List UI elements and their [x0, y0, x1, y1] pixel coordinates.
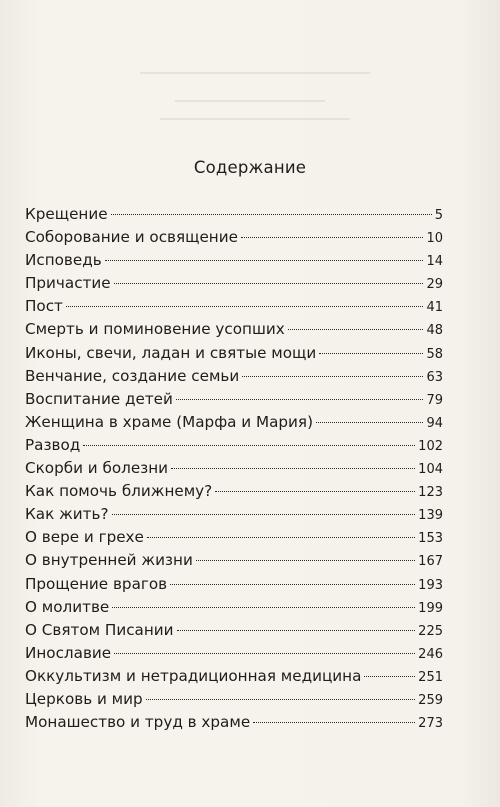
dot-leader [316, 422, 423, 423]
toc-entry-title: Монашество и труд в храме [25, 713, 251, 732]
toc-entry [25, 528, 443, 551]
toc-entry-page-number: 104 [418, 462, 443, 478]
dot-leader [112, 607, 415, 608]
toc-entry [25, 274, 443, 297]
toc-entry-title: Церковь и мир [25, 689, 143, 708]
toc-entry-title: Смерть и поминовение усопших [25, 320, 285, 339]
toc-entry [25, 390, 443, 413]
toc-entry-page-number: 10 [426, 231, 443, 247]
toc-entry-title: Иконы, свечи, ладан и святые мощи [25, 343, 317, 362]
dot-leader [147, 537, 415, 538]
toc-entry-page-number: 153 [418, 531, 443, 547]
toc-entry [25, 251, 443, 274]
toc-entry-title: Венчание, создание семьи [25, 366, 240, 385]
show-through-line [175, 100, 325, 102]
toc-entry [25, 482, 443, 505]
toc-entry-title: Женщина в храме (Марфа и Мария) [25, 412, 313, 431]
toc-entry-page-number: 48 [426, 323, 443, 339]
toc-entry-title: Оккультизм и нетрадиционная медицина [25, 666, 362, 685]
toc-entry [25, 459, 443, 482]
toc-entry-page-number: 123 [418, 485, 443, 501]
dot-leader [171, 468, 415, 469]
toc-entry-title: Исповедь [25, 251, 102, 270]
dot-leader [241, 237, 424, 238]
toc-entry-page-number: 199 [418, 600, 443, 616]
toc-entry-title: Скорби и болезни [25, 459, 169, 478]
toc-entry [25, 621, 443, 644]
toc-entry [25, 344, 443, 367]
dot-leader [66, 306, 424, 307]
page-title: Содержание [193, 158, 307, 177]
toc-entry-title: Воспитание детей [25, 389, 173, 408]
toc-entry-page-number: 193 [418, 577, 443, 593]
toc-entry [25, 320, 443, 343]
dot-leader [177, 630, 416, 631]
toc-entry-page-number: 94 [426, 415, 443, 431]
toc-entry [25, 575, 443, 598]
toc-entry [25, 205, 443, 228]
toc-entry-title: О внутренней жизни [25, 551, 193, 570]
toc-entry [25, 367, 443, 390]
dot-leader [83, 445, 415, 446]
toc-entry [25, 644, 443, 667]
toc-entry-page-number: 41 [426, 300, 443, 316]
toc-entry-page-number: 259 [418, 692, 443, 708]
toc-entry [25, 690, 443, 713]
dot-leader [215, 491, 415, 492]
toc-entry-page-number: 79 [426, 392, 443, 408]
toc-entry [25, 436, 443, 459]
dot-leader [196, 560, 415, 561]
toc-entry-page-number: 139 [418, 508, 443, 524]
dot-leader [242, 376, 423, 377]
toc-entry-title: Соборование и освящение [25, 228, 238, 247]
toc-entry [25, 598, 443, 621]
toc-entry-title: О молитве [25, 597, 110, 616]
dot-leader [105, 260, 424, 261]
toc-entry-title: Развод [25, 435, 81, 454]
dot-leader [114, 283, 424, 284]
dot-leader [146, 699, 416, 700]
toc-entry-page-number: 225 [418, 623, 443, 639]
toc-entry-title: Как помочь ближнему? [25, 482, 213, 501]
show-through-line [160, 118, 350, 120]
toc-entry-title: Прощение врагов [25, 574, 168, 593]
show-through-line [140, 72, 370, 74]
toc-entry-page-number: 63 [426, 369, 443, 385]
dot-leader [112, 514, 416, 515]
toc-entry-title: О вере и грехе [25, 528, 144, 547]
toc-entry-page-number: 167 [418, 554, 443, 570]
toc-entry-page-number: 29 [426, 277, 443, 293]
toc-entry-page-number: 14 [426, 254, 443, 270]
toc-entry-title: Инославие [25, 643, 112, 662]
toc-entry-title: Крещение [25, 205, 108, 223]
table-of-contents [25, 205, 443, 736]
toc-entry [25, 713, 443, 736]
toc-entry [25, 228, 443, 251]
toc-entry-title: О Святом Писании [25, 620, 174, 639]
toc-entry-page-number: 5 [434, 208, 443, 223]
toc-entry [25, 667, 443, 690]
dot-leader [111, 214, 432, 215]
toc-entry-page-number: 58 [426, 346, 443, 362]
dot-leader [253, 722, 415, 723]
toc-entry-title: Как жить? [25, 505, 109, 524]
toc-entry [25, 505, 443, 528]
toc-entry-page-number: 246 [418, 646, 443, 662]
toc-entry [25, 551, 443, 574]
toc-entry-page-number: 273 [418, 716, 443, 732]
toc-entry [25, 297, 443, 320]
toc-entry-page-number: 102 [418, 438, 443, 454]
dot-leader [288, 329, 424, 330]
dot-leader [176, 399, 424, 400]
toc-entry-title: Пост [25, 297, 63, 316]
toc-entry-title: Причастие [25, 274, 111, 293]
toc-entry [25, 413, 443, 436]
toc-entry-page-number: 251 [418, 669, 443, 685]
dot-leader [364, 676, 415, 677]
dot-leader [170, 584, 415, 585]
dot-leader [319, 353, 423, 354]
dot-leader [114, 653, 415, 654]
